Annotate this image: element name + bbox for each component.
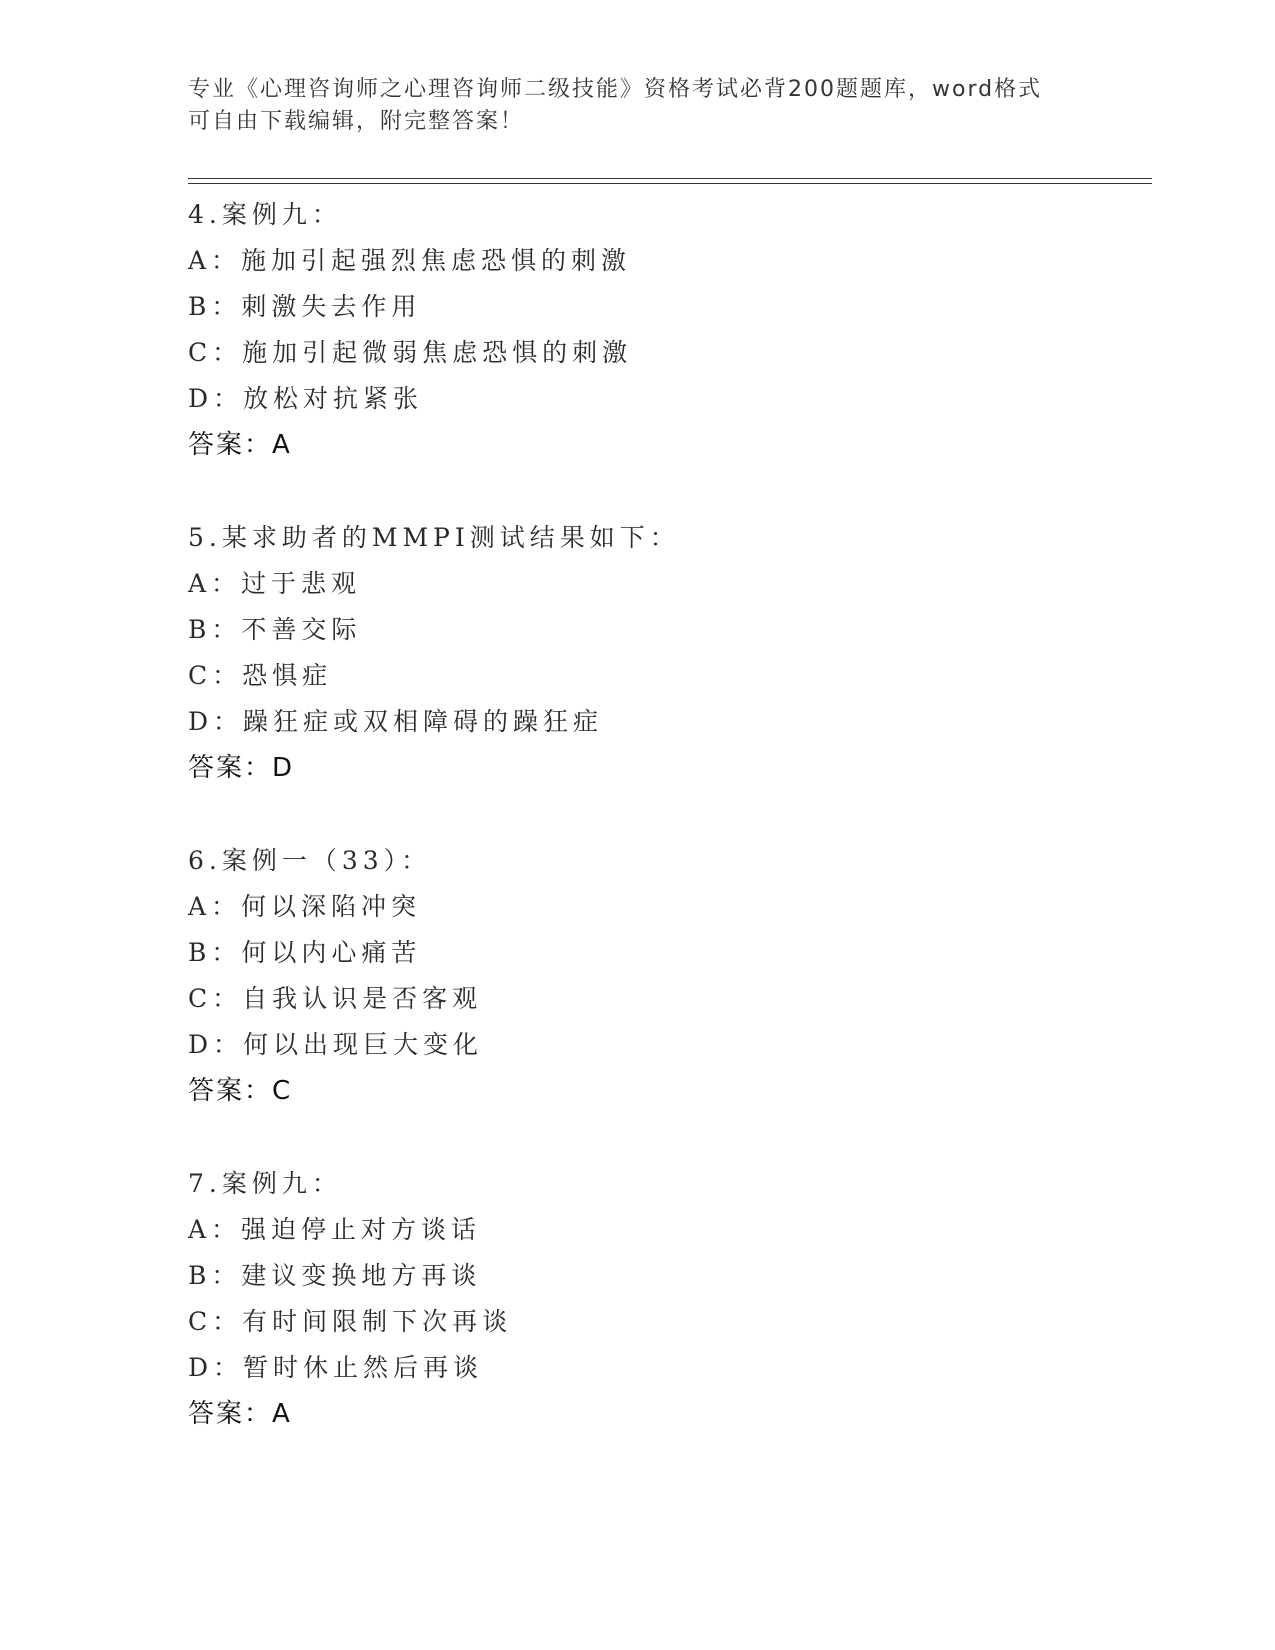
- question-item: [188, 515, 1148, 791]
- option-d: D：躁狂症或双相障碍的躁狂症: [188, 707, 604, 736]
- question-stem: 5.某求助者的MMPI测试结果如下：: [188, 523, 680, 552]
- document-header: [188, 74, 1088, 138]
- option-a: A：施加引起强烈焦虑恐惧的刺激: [188, 246, 632, 275]
- option-b: B：何以内心痛苦: [188, 938, 422, 967]
- question-stem: 4.案例九：: [188, 200, 342, 229]
- question-item: [188, 192, 1148, 468]
- question-stem: 7.案例九：: [188, 1169, 342, 1198]
- option-b: B：建议变换地方再谈: [188, 1261, 482, 1290]
- option-c: C：自我认识是否客观: [188, 984, 483, 1013]
- option-d: D：暂时休止然后再谈: [188, 1353, 484, 1382]
- option-c: C：有时间限制下次再谈: [188, 1307, 513, 1336]
- option-c: C：恐惧症: [188, 661, 333, 690]
- option-a: A：过于悲观: [188, 569, 362, 598]
- header-title-line-1: 专业《心理咨询师之心理咨询师二级技能》资格考试必背200题题库，word格式: [188, 77, 1043, 102]
- option-a: A：强迫停止对方谈话: [188, 1215, 482, 1244]
- answer-key: 答案：A: [188, 430, 292, 460]
- question-item: [188, 838, 1148, 1114]
- answer-key: 答案：A: [188, 1399, 292, 1429]
- option-b: B：不善交际: [188, 615, 362, 644]
- question-item: [188, 1161, 1148, 1437]
- option-c: C：施加引起微弱焦虑恐惧的刺激: [188, 338, 633, 367]
- answer-key: 答案：C: [188, 1076, 293, 1106]
- option-d: D：放松对抗紧张: [188, 384, 424, 413]
- header-divider-top: [188, 178, 1152, 179]
- answer-key: 答案：D: [188, 753, 295, 783]
- option-b: B：刺激失去作用: [188, 292, 422, 321]
- question-stem: 6.案例一（33）：: [188, 846, 432, 875]
- question-list: [188, 192, 1148, 1484]
- header-divider-bottom: [188, 183, 1152, 184]
- header-title-line-2: 可自由下载编辑，附完整答案！: [188, 109, 525, 134]
- option-d: D：何以出现巨大变化: [188, 1030, 484, 1059]
- option-a: A：何以深陷冲突: [188, 892, 422, 921]
